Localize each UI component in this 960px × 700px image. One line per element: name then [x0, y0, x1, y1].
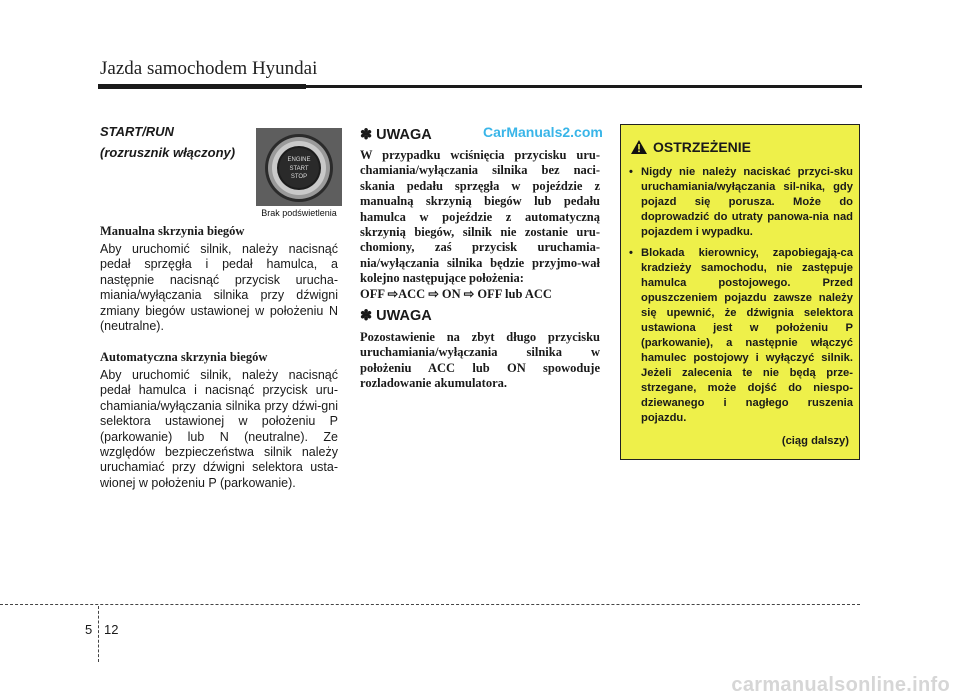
- button-label-stop: STOP: [290, 174, 308, 180]
- warning-item: [627, 246, 853, 426]
- caution-heading-2: ✽ UWAGA: [360, 308, 432, 324]
- footer-vertical-dashed-rule: [98, 606, 99, 662]
- caution-text-2: Pozostawienie na zbyt długo przycisku uruchamiania/wyłączania silnika w położeniu ACC lub ON spowoduje rozladowanie akumulatora.: [360, 330, 600, 391]
- footer-dashed-rule: [0, 604, 860, 605]
- watermark-text: CarManuals2.com: [483, 124, 603, 140]
- automatic-gearbox-text: Aby uruchomić silnik, należy nacisnąć pedał hamulca i nacisnąć przycisk uru-chamiania/wyłączania silnika przy dźwi-gni selektora ustawionej w położeniu P (parkowanie) lub N (neutralne). Ze względów bezpieczeństwa silnik należy uruchamiać przy dźwigni selektora usta-wionej w położeniu P (parkowanie).: [100, 368, 338, 490]
- warning-item: [627, 165, 853, 240]
- caution-sequence: OFF ⇨ACC ⇨ ON ⇨ OFF lub ACC: [360, 286, 552, 301]
- header-rule-accent: [98, 84, 306, 89]
- warning-list: [627, 165, 853, 432]
- image-caption: Brak podświetlenia: [261, 208, 337, 218]
- site-watermark: carmanualsonline.info: [731, 674, 950, 696]
- warning-title-row: [631, 139, 751, 155]
- start-run-title: START/RUN: [100, 124, 174, 139]
- bullet-icon: •: [629, 166, 633, 178]
- button-label-engine: ENGINE: [287, 157, 311, 163]
- bullet-icon: •: [629, 247, 633, 259]
- caution-heading-1: ✽ UWAGA: [360, 127, 432, 143]
- start-run-subtitle: (rozrusznik włączony): [100, 145, 236, 160]
- page-header-title: Jazda samochodem Hyundai: [100, 58, 318, 79]
- caution-text-1-body: W przypadku wciśnięcia przycisku uru-chamiania/wyłączania silnika bez naci-skania pedału sprzęgła w pojeździe z manualną skrzynią biegów lub pedału hamulca w pojeździe z automatyczną skrzynią biegów, silnik nie zostanie uru-chomiony, zaś przycisk uruchamia-nia/wyłączania silnika będzie przyjmo-wał kolejno następujące położenia:: [360, 148, 600, 286]
- caution-text-1: [360, 148, 600, 302]
- manual-gearbox-text: Aby uruchomić silnik, należy nacisnąć pedał sprzęgła i pedał hamulca, a następnie nacisnąć przycisk urucha-miania/wyłączania silnika przy dźwigni zmiany biegów ustawionej w położeniu N (neutralne).: [100, 242, 338, 334]
- continued-note: (ciąg dalszy): [781, 435, 849, 447]
- engine-start-button-image: [256, 128, 342, 206]
- warning-item-text: Blokada kierownicy, zapobiegają-ca kradzieży samochodu, nie zastępuje hamulca postojowego. Przed opuszczeniem pojazdu zawsze należy się upewnić, że dźwignia selektora ustawiona jest w położeniu P (parkowanie), a następnie włączyć hamulec postojowy i wyłączyć silnik. Jeżeli zalecenia te nie będą prze-strzegane, może dojść do niespo-dziewanego i nagłego ruszenia pojazdu.: [641, 247, 853, 424]
- chapter-number: 5: [85, 622, 93, 637]
- warning-title: OSTRZEŻENIE: [653, 139, 752, 155]
- page-number: 12: [104, 622, 119, 637]
- automatic-gearbox-heading: Automatyczna skrzynia biegów: [100, 350, 268, 364]
- warning-box: [620, 124, 860, 460]
- warning-item-text: Nigdy nie należy naciskać przyci-sku uruchamiania/wyłączania sil-nika, gdy pojazd się porusza. Może do doprowadzić do utraty panowa-nia nad pojazdem i wypadku.: [641, 166, 853, 238]
- button-label-start: START: [289, 166, 309, 172]
- manual-gearbox-heading: Manualna skrzynia biegów: [100, 224, 245, 238]
- warning-triangle-icon: [631, 140, 647, 154]
